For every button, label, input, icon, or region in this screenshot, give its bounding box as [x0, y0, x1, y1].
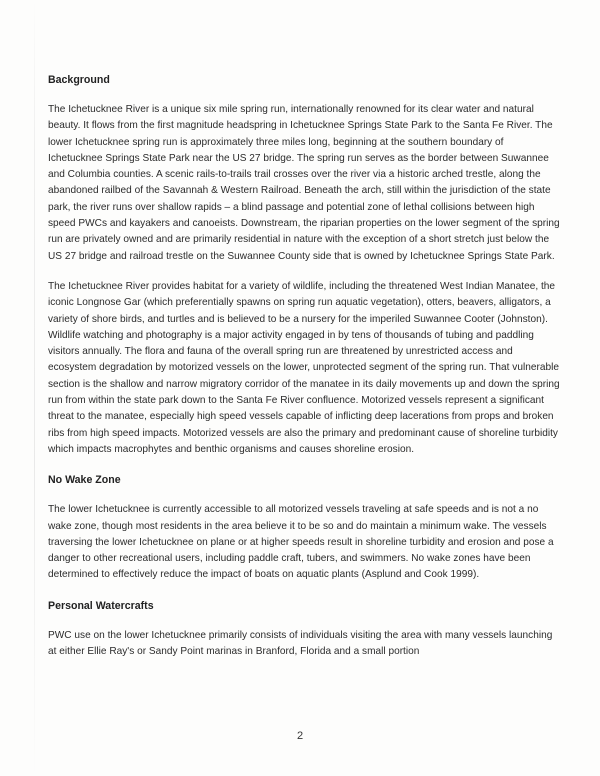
section-personal-watercrafts	[48, 598, 560, 661]
paragraph: PWC use on the lower Ichetucknee primarily consists of individuals visiting the area with many vessels launching at either Ellie Ray's or Sandy Point marinas in Branford, Florida and a small portion	[48, 629, 553, 658]
section-background	[48, 72, 560, 458]
scan-margin-line	[34, 0, 35, 776]
paragraph: The Ichetucknee River provides habitat for a variety of wildlife, including the threatened West Indian Manatee, the iconic Longnose Gar (which preferentially spawns on spring run aquatic vegetation), otters, beavers, alligators, a variety of shore birds, and turtles and is believed to be a nursery for the imperiled Suwannee Cooter (Johnston). Wildlife watching and photography is a major activity engaged in by tens of thousands of tubing and paddling visitors annually. The flora and fauna of the overall spring run are threatened by unrestricted access and ecosystem degradation by motorized vessels on the lower, unprotected segment of the spring run. That vulnerable section is the shallow and narrow migratory corridor of the manatee in its daily movements up and down the spring run from within the state park down to the Santa Fe River confluence. Motorized vessels represent a significant threat to the manatee, especially high speed vessels capable of inflicting deep lacerations from props and broken ribs from high speed impacts. Motorized vessels are also the primary and predominant cause of shoreline turbidity which impacts macrophytes and benthic organisms and causes shoreline erosion.	[48, 280, 560, 455]
section-heading: Background	[48, 74, 110, 86]
section-heading: Personal Watercrafts	[48, 599, 154, 612]
paragraph: The lower Ichetucknee is currently accessible to all motorized vessels traveling at safe speeds and is not a no wake zone, though most residents in the area believe it to be so and do maintain a minimum wake. The vessels traversing the lower Ichetucknee on plane or at higher speeds result in shoreline turbidity and erosion and pose a danger to other recreational users, including paddle craft, tubers, and swimmers. No wake zones have been determined to effectively reduce the impact of boats on aquatic plants (Asplund and Cook 1999).	[48, 504, 554, 581]
page-content	[48, 72, 560, 674]
section-heading: No Wake Zone	[48, 474, 121, 487]
section-no-wake-zone	[48, 472, 560, 583]
page-number: 2	[296, 730, 304, 742]
paragraph: The Ichetucknee River is a unique six mile spring run, internationally renowned for its clear water and natural beauty. It flows from the first magnitude headspring in Ichetucknee Springs State Park to the Santa Fe River. The lower Ichetucknee spring run is approximately three miles long, beginning at the southern boundary of Ichetucknee Springs State Park near the US 27 bridge. The spring run serves as the border between Suwannee and Columbia counties. A scenic rails-to-trails trail crosses over the river via a historic arched trestle, along the abandoned railbed of the Savannah & Western Railroad. Beneath the arch, still within the jurisdiction of the state park, the river runs over shallow rapids – a blind passage and potential zone of lethal collisions between high speed PWCs and kayakers and canoeists. Downstream, the riparian properties on the lower segment of the spring run are privately owned and are primarily residential in nature with the exception of a short stretch just below the US 27 bridge and railroad trestle on the Suwannee County side that is owned by Ichetucknee Springs State Park.	[48, 104, 560, 262]
